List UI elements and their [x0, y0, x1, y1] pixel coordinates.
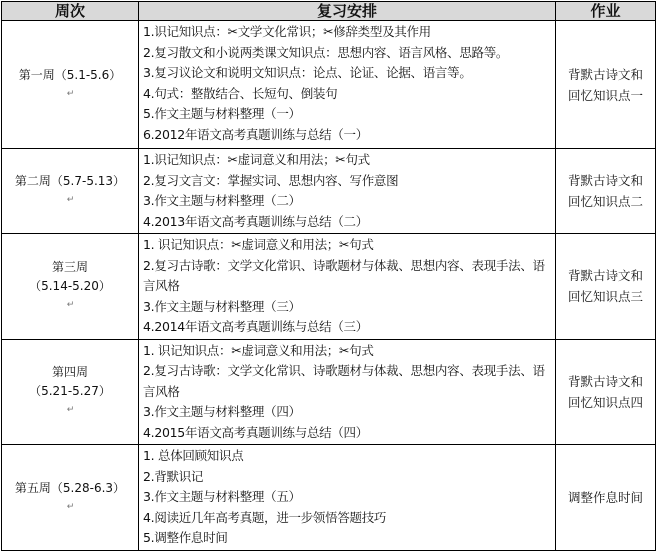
- table-row: [2, 234, 656, 340]
- week-label: 第二周（5.7-5.13） ↵: [14, 174, 126, 205]
- plan-cell: [139, 21, 556, 149]
- review-schedule-table: [1, 1, 656, 551]
- plan-cell: [139, 234, 556, 340]
- homework-line-1: 背默古诗文和: [567, 66, 643, 82]
- plan-item: 4.2014年语文高考真题训练与总结（三）: [143, 319, 368, 334]
- week-cell: [2, 339, 139, 445]
- plan-item: 3.作文主题与材料整理（四）: [143, 404, 301, 419]
- table-row: [2, 339, 656, 445]
- week-cell: [2, 445, 139, 551]
- homework-cell: [556, 339, 656, 445]
- homework-line-1: 背默古诗文和: [567, 373, 643, 389]
- homework-line-1: 背默古诗文和: [567, 268, 643, 284]
- plan-item: 4.2013年语文高考真题训练与总结（二）: [143, 213, 368, 229]
- week-cell: [2, 21, 139, 149]
- homework-line-2: 回忆知识点三: [567, 289, 643, 305]
- plan-item: 4.2015年语文高考真题训练与总结（四）: [143, 424, 368, 440]
- header-homework: 作业: [556, 2, 656, 21]
- plan-item: 3.作文主题与材料整理（三）: [143, 298, 301, 314]
- plan-item: 2.复习文言文：掌握实词、思想内容、写作意图: [143, 172, 399, 188]
- plan-item: 2.复习古诗歌：文学文化常识、诗歌题材与体裁、思想内容、表现手法、语言风格: [143, 363, 545, 399]
- plan-item: 1.识记知识点：✂文学文化常识；✂修辞类型及其作用: [143, 24, 431, 39]
- homework-line-2: 回忆知识点一: [567, 87, 643, 103]
- plan-item: 1. 识记知识点：✂虚词意义和用法；✂句式: [143, 237, 374, 252]
- plan-cell: [139, 445, 556, 551]
- homework-cell: [556, 445, 656, 551]
- table-row: [2, 21, 656, 149]
- table-row: [2, 445, 656, 551]
- homework-cell: [556, 234, 656, 340]
- plan-cell: [139, 149, 556, 234]
- plan-item: 5.作文主题与材料整理（一）: [143, 106, 301, 121]
- homework-line-2: 回忆知识点四: [567, 394, 643, 410]
- plan-item: 3.复习议论文和说明文知识点：论点、论证、论据、语言等。: [143, 65, 472, 80]
- homework-line-1: 调整作息时间: [567, 490, 643, 505]
- plan-cell: [139, 339, 556, 445]
- week-label: 第五周（5.28-6.3） ↵: [14, 480, 126, 512]
- week-label: 第四周: [51, 365, 88, 380]
- week-cell: [2, 149, 139, 234]
- week-dates: （5.21-5.27） ↵: [29, 384, 111, 416]
- homework-line-1: 背默古诗文和: [567, 173, 643, 188]
- week-label: 第一周（5.1-5.6） ↵: [18, 67, 122, 99]
- plan-item: 1. 总体回顾知识点: [143, 448, 244, 463]
- week-label: 第三周: [51, 259, 88, 274]
- header-plan: 复习安排: [139, 2, 556, 21]
- week-dates: （5.14-5.20） ↵: [29, 278, 111, 310]
- header-row: [2, 2, 656, 21]
- header-week: 周次: [2, 2, 139, 21]
- plan-item: 4.阅读近几年高考真题，进一步领悟答题技巧: [143, 509, 387, 525]
- table-row: [2, 149, 656, 234]
- week-cell: [2, 234, 139, 340]
- homework-cell: [556, 21, 656, 149]
- plan-item: 4.句式：整散结合、长短句、倒装句: [143, 85, 338, 101]
- plan-item: 2.复习古诗歌：文学文化常识、诗歌题材与体裁、思想内容、表现手法、语言风格: [143, 257, 545, 293]
- plan-item: 1.识记知识点：✂虚词意义和用法；✂句式: [143, 152, 370, 167]
- plan-item: 1. 识记知识点：✂虚词意义和用法；✂句式: [143, 342, 374, 358]
- plan-item: 5.调整作息时间: [143, 530, 228, 545]
- plan-item: 2.复习散文和小说两类课文知识点：思想内容、语言风格、思路等。: [143, 44, 509, 60]
- plan-item: 3.作文主题与材料整理（二）: [143, 193, 301, 208]
- plan-item: 2.背默识记: [143, 468, 204, 484]
- plan-item: 3.作文主题与材料整理（五）: [143, 489, 301, 504]
- homework-cell: [556, 149, 656, 234]
- plan-item: 6.2012年语文高考真题训练与总结（一）: [143, 126, 368, 142]
- homework-line-2: 回忆知识点二: [567, 194, 643, 209]
